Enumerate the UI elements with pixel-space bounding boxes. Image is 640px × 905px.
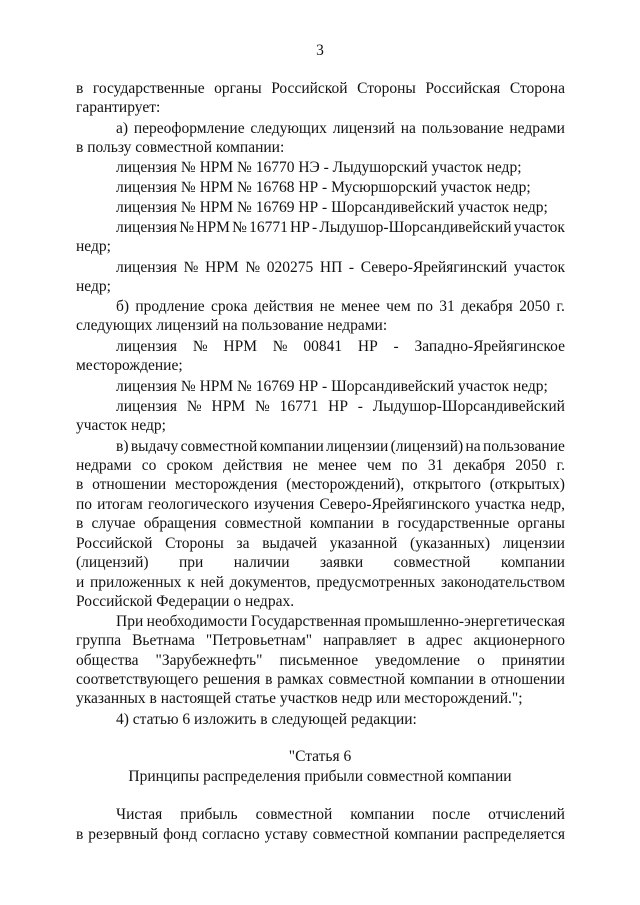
word: Северо-Ярейягинский [360, 259, 508, 276]
word: - [348, 259, 355, 276]
word: г. [556, 457, 565, 474]
text-line: 4) статью 6 изложить в следующей редакции: [116, 711, 417, 728]
word: в [76, 515, 84, 532]
word: итогам [97, 496, 143, 513]
word: органы [517, 515, 565, 532]
word: 31 [427, 457, 444, 474]
word: отчислений [488, 806, 565, 823]
word: группа [76, 632, 122, 649]
word: наличии [233, 554, 290, 571]
word: лицензия [116, 338, 178, 355]
word: № [232, 219, 247, 236]
word: месторождения [174, 476, 278, 493]
text-line: указанных в настоящей статье участков недр или месторождений."; [76, 690, 523, 707]
word: уведомление [375, 652, 461, 669]
word: менее [318, 457, 357, 474]
word: б) [116, 298, 130, 315]
word: 020275 [266, 259, 314, 276]
text-line [116, 398, 565, 416]
word: ней [200, 574, 224, 591]
word: № [186, 398, 202, 415]
page-number: 3 [316, 42, 324, 59]
word: Российской [76, 535, 153, 552]
word: лицензия [116, 398, 178, 415]
word: органы [214, 80, 262, 97]
word: 31 [439, 298, 455, 315]
text-line [76, 652, 565, 670]
text-line [116, 120, 565, 138]
word: Российская [425, 80, 501, 97]
text-line: лицензия № НРМ № 16769 НР - Шорсандивейский участок недр; [116, 378, 548, 395]
word: изучения [253, 496, 315, 513]
word: а) [116, 120, 129, 137]
word: компании [350, 806, 415, 823]
text-line: гарантирует: [76, 99, 161, 116]
word: менее [341, 298, 380, 315]
word: акционерного [473, 632, 565, 649]
word: документов, [229, 574, 311, 591]
text-line [76, 826, 565, 844]
word: распределяется [463, 826, 565, 843]
word: за [236, 535, 250, 552]
word: НРМ [223, 338, 258, 355]
word: № [192, 338, 208, 355]
word: выдачей [262, 535, 318, 552]
word: недрами [76, 457, 132, 474]
word: приложенных [89, 574, 182, 591]
word: лицензия [116, 259, 178, 276]
word: При [116, 613, 144, 630]
word: обращения [143, 515, 217, 532]
word: выдачу [130, 438, 179, 455]
text-line: лицензия № НРМ № 16770 НЭ - Лыдушорский участок недр; [116, 159, 522, 176]
article-heading: "Статья 6 [288, 748, 352, 765]
word: № [245, 259, 261, 276]
word: Чистая [116, 806, 163, 823]
word: пользование [483, 438, 565, 455]
text-line: Российской Федерации о недрах. [76, 593, 295, 610]
word: в [76, 826, 84, 843]
text-line: участок недр; [76, 417, 166, 434]
word: - [357, 398, 363, 415]
word: переоформление [133, 120, 245, 137]
word: действия [223, 457, 283, 474]
word: компании [409, 671, 474, 688]
word: совместной [312, 826, 390, 843]
word: (месторождений), [286, 476, 405, 493]
text-line [116, 219, 565, 237]
text-line [76, 554, 565, 572]
text-line: недр; [76, 278, 111, 295]
word: НРМ [205, 259, 239, 276]
word: совместной [393, 554, 471, 571]
text-line: в пользу совместной компании: [76, 139, 285, 156]
word: после [432, 806, 471, 823]
word: (указанных) [410, 535, 491, 552]
word: НР [357, 338, 378, 355]
word: 00841 [303, 338, 343, 355]
word: государственные [92, 80, 205, 97]
word: совместной [180, 438, 258, 455]
word: в [382, 515, 390, 532]
word: декабря [453, 457, 506, 474]
word: (лицензий) [390, 438, 464, 455]
word: предусмотренных [316, 574, 436, 591]
word: Стороны [165, 535, 224, 552]
word: по [401, 457, 418, 474]
word: продление [135, 298, 205, 315]
word: № [254, 398, 270, 415]
word: действия [253, 298, 314, 315]
word: (лицензий) [76, 554, 149, 571]
word: НР [328, 398, 348, 415]
text-line [76, 80, 565, 98]
word: прибыль [180, 806, 238, 823]
word: государственные [397, 515, 510, 532]
word: № [272, 338, 288, 355]
word: по [76, 496, 93, 513]
word: в [76, 80, 84, 97]
word: со [141, 457, 157, 474]
word: лицензия [116, 219, 178, 236]
word: НРМ [211, 398, 246, 415]
word: участка [475, 496, 526, 513]
word: лицензии [326, 438, 389, 455]
word: резервный [88, 826, 159, 843]
article-title: Принципы распределения прибыли совместной компании [128, 768, 512, 785]
word: при [178, 554, 204, 571]
text-line: следующих лицензий на пользование недрами: [76, 317, 388, 334]
text-line [116, 613, 565, 631]
text-line: лицензия № НРМ № 16768 НР - Мусюршорский участок недр; [116, 179, 531, 196]
word: в) [116, 438, 129, 455]
word: совместной [255, 806, 333, 823]
word: - [393, 338, 399, 355]
word: и [76, 574, 85, 591]
word: декабря [461, 298, 513, 315]
word: пользование [421, 120, 504, 137]
word: необходимости [146, 613, 248, 630]
word: уставу [264, 826, 308, 843]
word: в [76, 476, 84, 493]
word: не [292, 457, 308, 474]
word: № [179, 219, 195, 236]
word: законодательством [440, 574, 565, 591]
word: недрами [509, 120, 565, 137]
word: соответствующего [76, 671, 199, 688]
word: в [407, 632, 415, 649]
word: г. [556, 298, 565, 315]
word: геологического [147, 496, 249, 513]
word: промышленно-энергетическая [364, 613, 565, 630]
word: на [400, 120, 416, 137]
word: 2050 [519, 298, 551, 315]
text-line: недр; [76, 238, 111, 255]
word: лицензий [332, 120, 395, 137]
text-line [76, 574, 565, 592]
word: компании [394, 826, 459, 843]
word: адрес [425, 632, 463, 649]
word: Российской [271, 80, 348, 97]
word: Вьетнама [132, 632, 195, 649]
word: рамках [277, 671, 324, 688]
text-line [116, 298, 565, 316]
text-line [116, 338, 565, 356]
text-line: месторождение; [76, 357, 183, 374]
text-line [116, 259, 565, 277]
word: совместной [224, 515, 302, 532]
word: компании [259, 438, 324, 455]
word: не [319, 298, 335, 315]
word: о [477, 652, 485, 669]
word: согласно [201, 826, 260, 843]
word: срока [210, 298, 248, 315]
word: "Петровьетнам" [205, 632, 313, 649]
word: случае [91, 515, 136, 532]
word: № [183, 259, 199, 276]
word: НРМ [196, 219, 230, 236]
word: компании [500, 554, 565, 571]
text-line [76, 496, 565, 514]
word: недр, [530, 496, 565, 513]
word: принятии [501, 652, 565, 669]
word: Стороны [357, 80, 416, 97]
word: заявки [319, 554, 364, 571]
word: отношении [490, 671, 565, 688]
word: Сторона [509, 80, 565, 97]
text-line [76, 535, 565, 553]
word: "Зарубежнефть" [155, 652, 263, 669]
word: Лыдушор-Шорсандивейский [372, 398, 565, 415]
word: компании [309, 515, 374, 532]
word: следующих [250, 120, 327, 137]
word: общества [76, 652, 139, 669]
text-line [76, 457, 565, 475]
word: решения [203, 671, 261, 688]
word: Северо-Ярейягинского [319, 496, 470, 513]
word: лицензии [502, 535, 565, 552]
text-line [116, 438, 565, 456]
text-line [116, 806, 565, 824]
word: сроком [166, 457, 213, 474]
word: 2050 [515, 457, 547, 474]
word: 16771 [249, 219, 288, 236]
word: участок [513, 219, 565, 236]
word: совместной [328, 671, 406, 688]
word: отношении [92, 476, 167, 493]
word: НП [319, 259, 343, 276]
word: участок [513, 259, 565, 276]
word: Государственная [250, 613, 361, 630]
text-line [76, 476, 565, 494]
word: письменное [279, 652, 359, 669]
word: чем [366, 457, 392, 474]
word: направляет [323, 632, 397, 649]
word: в [478, 671, 487, 688]
word: по [416, 298, 433, 315]
word: открытого [412, 476, 481, 493]
word: Лыдушор-Шорсандивейский [319, 219, 512, 236]
text-line [76, 671, 565, 689]
text-line [76, 515, 565, 533]
word: на [465, 438, 481, 455]
word: к [187, 574, 195, 591]
word: указанной [329, 535, 398, 552]
word: чем [386, 298, 411, 315]
word: Западно-Ярейягинское [414, 338, 565, 355]
word: 16771 [279, 398, 319, 415]
word: в [265, 671, 273, 688]
word: (открытых) [489, 476, 565, 493]
word: фонд [163, 826, 198, 843]
word: НР [290, 219, 310, 236]
text-line: лицензия № НРМ № 16769 НР - Шорсандивейский участок недр; [116, 199, 548, 216]
word: - [312, 219, 318, 236]
text-line [76, 632, 565, 650]
